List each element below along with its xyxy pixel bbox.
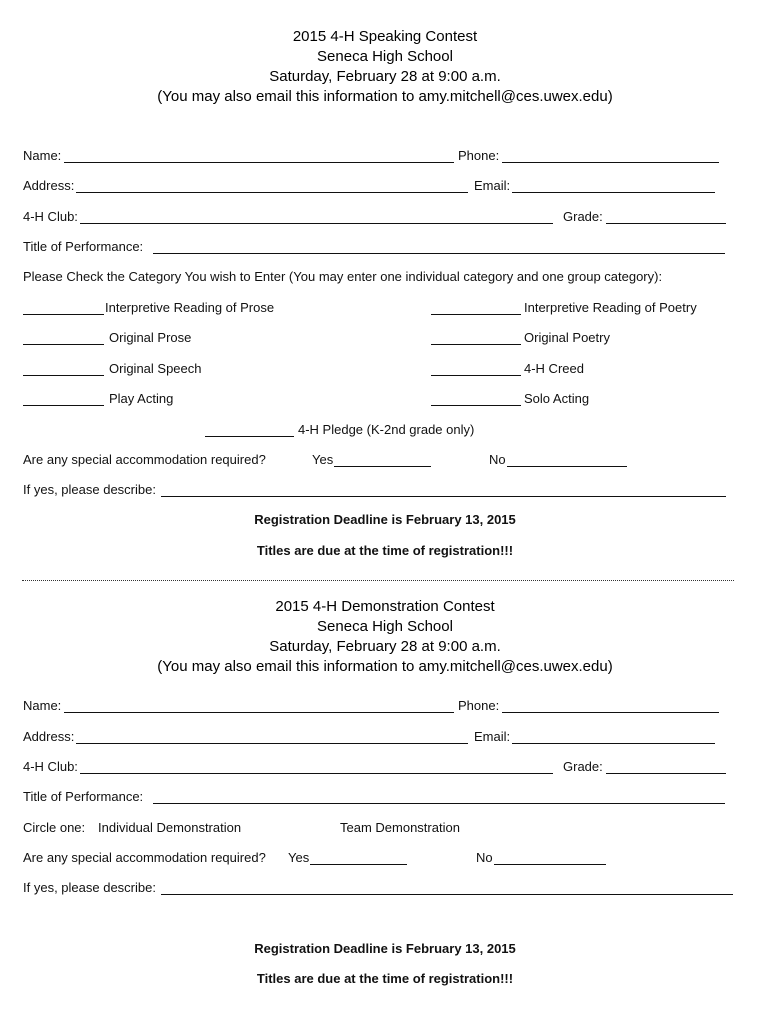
demonstration-performance-title-label: Title of Performance: xyxy=(23,789,144,804)
demonstration-accommodation-question: Are any special accommodation required? xyxy=(23,850,266,865)
speaking-name-label: Name: xyxy=(23,148,62,163)
demonstration-grade-field[interactable] xyxy=(606,773,726,774)
speaking-yes-field[interactable] xyxy=(334,466,431,467)
demonstration-name-field[interactable] xyxy=(64,712,454,713)
team-demonstration-option[interactable]: Team Demonstration xyxy=(340,820,460,835)
category-blank-prose-reading[interactable] xyxy=(23,314,104,315)
demonstration-performance-title-field[interactable] xyxy=(153,803,725,804)
speaking-describe-field[interactable] xyxy=(161,496,726,497)
speaking-club-label: 4-H Club: xyxy=(23,209,78,224)
speaking-email-label: Email: xyxy=(474,178,511,193)
demonstration-titles-due: Titles are due at the time of registration!!! xyxy=(256,971,514,986)
speaking-club-field[interactable] xyxy=(80,223,553,224)
category-blank-original-speech[interactable] xyxy=(23,375,104,376)
speaking-address-label: Address: xyxy=(23,178,75,193)
category-blank-original-poetry[interactable] xyxy=(431,344,521,345)
demonstration-no-field[interactable] xyxy=(494,864,606,865)
category-solo-acting-label: Solo Acting xyxy=(524,391,590,406)
speaking-name-field[interactable] xyxy=(64,162,454,163)
speaking-titles-due: Titles are due at the time of registration!!! xyxy=(256,543,514,558)
speaking-deadline: Registration Deadline is February 13, 2015 xyxy=(254,512,516,527)
speaking-no-label: No xyxy=(489,452,506,467)
speaking-grade-field[interactable] xyxy=(606,223,726,224)
speaking-phone-field[interactable] xyxy=(502,162,719,163)
speaking-location: Seneca High School xyxy=(317,48,453,65)
speaking-accommodation-question: Are any special accommodation required? xyxy=(23,452,266,467)
speaking-performance-title-field[interactable] xyxy=(153,253,725,254)
category-creed-label: 4-H Creed xyxy=(524,361,584,376)
speaking-category-instruction: Please Check the Category You wish to Enter (You may enter one individual category and one group category): xyxy=(23,269,663,284)
demonstration-email-note: (You may also email this information to amy.mitchell@ces.uwex.edu) xyxy=(157,658,613,675)
category-original-poetry-label: Original Poetry xyxy=(524,330,610,345)
demonstration-date: Saturday, February 28 at 9:00 a.m. xyxy=(269,638,501,655)
speaking-no-field[interactable] xyxy=(507,466,627,467)
category-prose-reading-label: Interpretive Reading of Prose xyxy=(105,300,275,315)
demonstration-yes-field[interactable] xyxy=(310,864,407,865)
demonstration-name-label: Name: xyxy=(23,698,62,713)
category-blank-play-acting[interactable] xyxy=(23,405,104,406)
speaking-title: 2015 4-H Speaking Contest xyxy=(292,28,478,45)
speaking-address-field[interactable] xyxy=(76,192,468,193)
speaking-describe-label: If yes, please describe: xyxy=(23,482,156,497)
demonstration-club-field[interactable] xyxy=(80,773,553,774)
category-blank-poetry-reading[interactable] xyxy=(431,314,521,315)
demonstration-deadline: Registration Deadline is February 13, 2015 xyxy=(254,941,516,956)
demonstration-phone-field[interactable] xyxy=(502,712,719,713)
category-pledge-label: 4-H Pledge (K-2nd grade only) xyxy=(298,422,475,437)
speaking-grade-label: Grade: xyxy=(563,209,603,224)
category-poetry-reading-label: Interpretive Reading of Poetry xyxy=(524,300,697,315)
category-play-acting-label: Play Acting xyxy=(109,391,174,406)
speaking-date: Saturday, February 28 at 9:00 a.m. xyxy=(269,68,501,85)
speaking-email-field[interactable] xyxy=(512,192,715,193)
demonstration-yes-label: Yes xyxy=(288,850,310,865)
demonstration-club-label: 4-H Club: xyxy=(23,759,78,774)
category-original-speech-label: Original Speech xyxy=(109,361,202,376)
section-divider xyxy=(22,580,734,581)
speaking-performance-title-label: Title of Performance: xyxy=(23,239,144,254)
demonstration-grade-label: Grade: xyxy=(563,759,603,774)
demonstration-location: Seneca High School xyxy=(317,618,453,635)
demonstration-describe-label: If yes, please describe: xyxy=(23,880,156,895)
demonstration-no-label: No xyxy=(476,850,493,865)
demonstration-title: 2015 4-H Demonstration Contest xyxy=(275,598,495,615)
demonstration-email-field[interactable] xyxy=(512,743,715,744)
demonstration-address-label: Address: xyxy=(23,729,75,744)
demonstration-circle-label: Circle one: xyxy=(23,820,86,835)
demonstration-email-label: Email: xyxy=(474,729,511,744)
category-blank-creed[interactable] xyxy=(431,375,521,376)
speaking-email-note: (You may also email this information to amy.mitchell@ces.uwex.edu) xyxy=(157,88,613,105)
individual-demonstration-option[interactable]: Individual Demonstration xyxy=(98,820,242,835)
category-blank-pledge[interactable] xyxy=(205,436,294,437)
demonstration-address-field[interactable] xyxy=(76,743,468,744)
speaking-yes-label: Yes xyxy=(312,452,334,467)
category-original-prose-label: Original Prose xyxy=(109,330,192,345)
speaking-phone-label: Phone: xyxy=(458,148,500,163)
category-blank-original-prose[interactable] xyxy=(23,344,104,345)
demonstration-phone-label: Phone: xyxy=(458,698,500,713)
category-blank-solo-acting[interactable] xyxy=(431,405,521,406)
demonstration-describe-field[interactable] xyxy=(161,894,733,895)
